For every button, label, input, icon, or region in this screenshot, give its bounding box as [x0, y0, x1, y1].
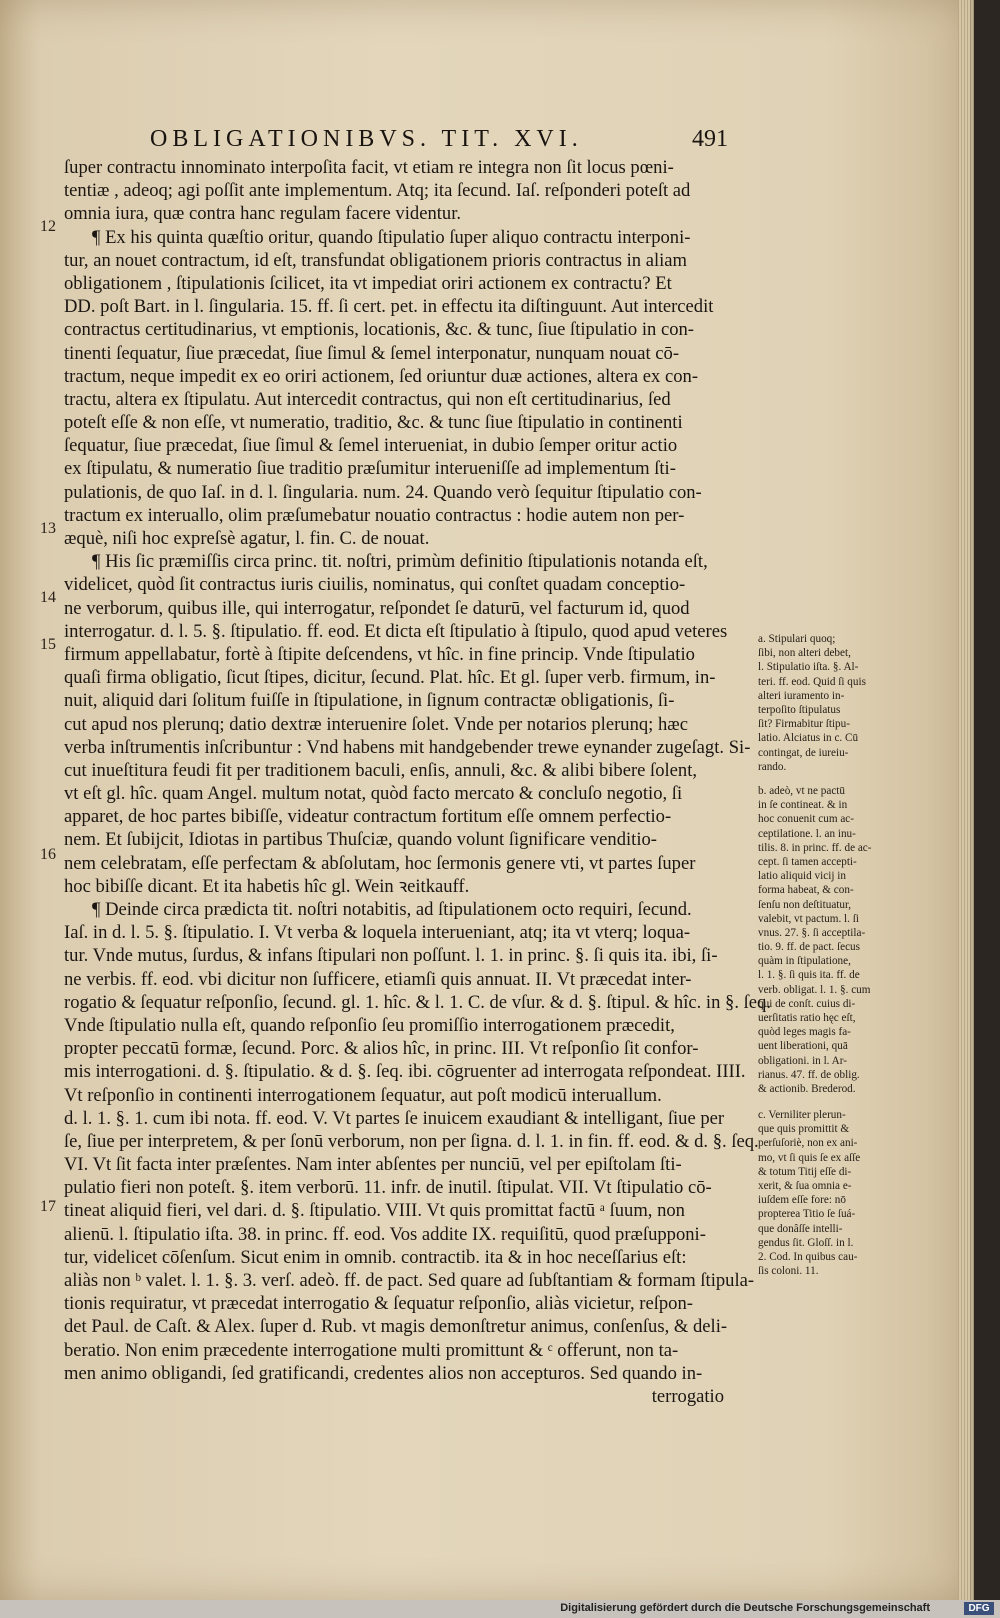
text-line: tineat aliquid fieri, vel dari. d. §. ſtipulatio. VIII. Vt quis promittat factū ᵃ ſuum, non	[64, 1200, 685, 1222]
text-line: ¶ His ſic præmiſſis circa princ. tit. noſtri, primùm definitio ſtipulationis notanda eſt,	[92, 551, 708, 573]
funding-note: Digitalisierung gefördert durch die Deutsche Forschungsgemeinschaft	[560, 1602, 930, 1614]
margin-number: 16	[40, 846, 56, 863]
text-line: beratio. Non enim præcedente interrogatione multi promittunt & ᶜ offerunt, non ta-	[64, 1339, 679, 1361]
margin-number: 13	[40, 520, 56, 537]
text-line: contractus certitudinarius, vt emptionis, locationis, &c. & tunc, ſiue ſtipulatio in con-	[64, 319, 694, 341]
text-line: æquè, niſi hoc expreſsè agatur, l. fin. C. de nouat.	[64, 528, 430, 549]
catchword: terrogatio	[651, 1385, 724, 1407]
text-line: cut apud nos plerunq; datio dextræ interuenire ſolet. Vnde per notarios plerunq; hæc	[64, 713, 688, 735]
text-line: tur. Vnde mutus, ſurdus, & infans ſtipulari non poſſunt. l. 1. in princ. §. ſi quis ita. ibi, ſi-	[64, 945, 718, 967]
text-line: Iaſ. in d. l. 5. §. ſtipulatio. I. Vt verba & loquela interueniant, atq; ita vt vterq; loqua-	[64, 922, 691, 944]
text-line: nem celebratam, eſſe perfectam & abſolutam, hoc ſermonis genere vti, vt partes ſuper	[64, 852, 696, 874]
text-line: mis interrogationi. d. §. ſtipulatio. & d. §. ſeq. ibi. cōgruenter ad interrogata reſpondeat. IIII.	[64, 1061, 746, 1083]
text-line: omnia iura, quæ contra hanc regulam facere videntur.	[64, 203, 462, 225]
margin-number: 17	[40, 1198, 56, 1215]
text-line: men animo obligandi, ſed gratificandi, credentes alios non accepturos. Sed quando in-	[64, 1362, 703, 1384]
text-line: aliàs non ᵇ valet. l. 1. §. 3. verſ. adeò. ff. de pact. Sed quare ad ſubſtantiam & formam ſtipula-	[64, 1270, 755, 1291]
text-line: obligationem , ſtipulationis ſcilicet, ita vt impediat oriri actionem ex contractu? Et	[64, 272, 672, 294]
text-line: ſequatur, ſiue præcedat, ſiue ſimul & ſemel interueniat, in dubio ſemper oritur actio	[64, 435, 678, 457]
side-note-a: a. Stipulari quoq; ſibi, non alteri debet, l. Stipulatio iſta. §. Al- teri. ff. eod. Quid ſi quis alteri iuramento in- terpoſito ſtipulatus ſit? Firmabitur ſtipu- latio. Alciatus in c. Cū contingat, de iureiu- rando.	[758, 633, 866, 773]
text-line: ¶ Ex his quinta quæſtio oritur, quando ſtipulatio ſuper aliquo contractu interponi-	[92, 226, 691, 248]
text-line: interrogatur. d. l. 5. §. ſtipulatio. ff. eod. Et dicta eſt ſtipulatio à ſtipulo, quod apud veteres	[64, 620, 728, 642]
text-line: tractum, neque impedit ex eo oriri actionem, ſed oriuntur duæ actiones, altera ex con-	[64, 365, 699, 387]
page-number: 491	[692, 126, 728, 152]
text-line: tinenti ſequatur, ſiue præcedat, ſiue ſimul & ſemel interponatur, nunquam nouat cō-	[64, 342, 680, 364]
text-line: quaſi firma obligatio, ſicut ſtipes, dicitur, ſecund. Plat. hîc. Et gl. ſuper verb. firmum, in-	[64, 667, 716, 689]
text-line: tractum ex interuallo, olim præſumebatur nouatio contractus : hodie autem non per-	[64, 504, 685, 526]
text-line: ſe, ſiue per interpretem, & per ſonū verborum, non per ſigna. d. l. 1. in fin. ff. eod. & d. §. ſeq.	[64, 1130, 759, 1152]
text-line: tur, videlicet cōſenſum. Sicut enim in omnib. contractib. ita & in hoc neceſſarius eſt:	[64, 1246, 687, 1268]
text-line: tentiæ , adeoq; agi poſſit ante implementum. Atq; ita ſecund. Iaſ. reſponderi poteſt ad	[64, 180, 691, 202]
text-line: propter peccatū formæ, ſecund. Porc. & alios hîc, in princ. III. Vt reſponſio ſit confor-	[64, 1038, 699, 1060]
text-line: verba inſtrumentis inſcribuntur : Vnd habens mit handgebender trewe eynander zugeſagt. Si-	[64, 736, 751, 758]
dfg-logo: DFG	[964, 1602, 994, 1615]
text-line: videlicet, quòd ſit contractus iuris ciuilis, nominatus, qui conſtet quadam conceptio-	[64, 574, 686, 596]
text-line: d. l. 1. §. 1. cum ibi nota. ff. eod. V. Vt partes ſe inuicem exaudiant & intelligant, ſiue per	[64, 1107, 725, 1129]
text-line: tractu, altera ex ſtipulatu. Aut intercedit contractus, qui non eſt certitudinarius, ſed	[64, 388, 671, 410]
text-line: DD. poſt Bart. in l. ſingularia. 15. ff. ſi cert. pet. in effectu ita diſtinguunt. Aut intercedit	[64, 296, 714, 318]
text-line: pulatio fieri non poteſt. §. item verborū. 11. infr. de inutil. ſtipulat. VII. Vt ſtipulatio cō-	[64, 1177, 712, 1199]
text-line: tur, an nouet contractum, id eſt, transfundat obligationem prioris contractus in aliam	[64, 249, 688, 271]
side-note-c: c. Verniliter plerun- que quis promittit & perſuſoriè, non ex ani- mo, vt ſi quis ſe ex aſſe & totum Titij eſſe di- xerit, & ſua omnia e- iuſdem eſſe fore: nō propterea Titio ſe ſuá- que donâſſe intelli- gendus ſit. Gloſſ. in l. 2. Cod. In quibus cau- ſis coloni. 11.	[758, 1109, 861, 1278]
text-line: Vnde ſtipulatio nulla eſt, quando reſponſio ſeu promiſſio interrogationem præcedit,	[64, 1014, 675, 1036]
text-line: apparet, de hoc partes bibiſſe, videatur contractum fortitum eſſe omnem perfectio-	[64, 806, 672, 828]
text-line: ¶ Deinde circa prædicta tit. noſtri notabitis, ad ſtipulationem octo requiri, ſecund.	[92, 899, 692, 920]
text-line: ſuper contractu innominato interpoſita facit, vt etiam re integra non ſit locus pœni-	[64, 157, 674, 178]
text-line: det Paul. de Caſt. & Alex. ſuper d. Rub. vt magis demonſtretur animus, conſenſus, & deli-	[64, 1316, 728, 1338]
text-line: ex ſtipulatu, & numeratio ſiue traditio præſumitur interueniſſe ad implementum ſti-	[64, 458, 676, 480]
margin-number: 12	[40, 218, 56, 235]
text-line: hoc bibiſſe dicant. Et ita habetis hîc gl. Wein ꝛeitkauff.	[64, 875, 470, 897]
text-line: pulationis, de quo Iaſ. in d. l. ſingularia. num. 24. Quando verò ſequitur ſtipulatio con-	[64, 481, 702, 503]
text-line: Vt reſponſio in continenti interrogationem ſequatur, aut poſt modicū interuallum.	[64, 1084, 662, 1106]
text-line: ne verbis. ff. eod. vbi dicitur non ſufficere, etiamſi quis annuat. II. Vt præcedat inter-	[64, 968, 692, 990]
text-line: rogatio & ſequatur reſponſio, ſecund. gl. 1. hîc. & l. 1. C. de vſur. & d. §. ſtipul. & hîc. in §. ſeq.	[64, 991, 771, 1013]
text-line: firmum appellabatur, fortè à ſtipite deſcendens, vt hîc. in fine princip. Vnde ſtipulatio	[64, 643, 695, 665]
side-note-b: b. adeò, vt ne pactū in ſe contineat. & in hoc conuenit cum ac- ceptilatione. l. an inu- tilis. 8. in princ. ff. de ac- cept. ſi tamen accepti- latio aliquid vicij in forma habeat, & con- ſenſu non deſtituatur, valebit, vt pactum. l. ſi vnus. 27. §. ſi acceptila- tio. 9. ff. de pact. ſecus quàm in ſtipulatione, l. 1. §. ſi quis ita. ff. de verb. obligat. l. 1. §. cum qui de conſt. cuius di- uerſitatis ratio hęc eſt, quòd leges magis fa- uent liberationi, quā obligationi. in l. Ar- rianus. 47. ff. de oblig. & actionib. Brederod.	[758, 785, 872, 1095]
margin-number: 15	[40, 636, 56, 653]
text-line: poteſt eſſe & non eſſe, vt numeratio, traditio, &c. & tunc ſiue ſtipulatio in continenti	[64, 412, 683, 434]
text-line: nem. Et ſubijcit, Idiotas in partibus Thuſciæ, quando volunt ſignificare venditio-	[64, 829, 658, 851]
margin-number: 14	[40, 589, 56, 606]
page-edge	[958, 0, 974, 1600]
text-line: VI. Vt ſit facta inter præſentes. Nam inter abſentes per nunciū, vel per epiſtolam ſti-	[64, 1154, 682, 1176]
text-line: cut inueſtitura feudi fit per traditionem baculi, enſis, annuli, &c. & alibi bibere ſolent,	[64, 759, 698, 781]
text-line: ne verborum, quibus ille, qui interrogatur, reſpondet ſe daturū, vel facturum id, quod	[64, 597, 690, 619]
text-line: nuit, aliquid dari ſolitum fuiſſe in ſtipulatione, in ſignum contractæ obligationis, ſi-	[64, 690, 675, 712]
text-line: vt eſt gl. hîc. quam Angel. multum notat, quòd facto mercato & concluſo negotio, ſi	[64, 783, 683, 805]
running-title: OBLIGATIONIBVS. TIT. XVI.	[150, 126, 583, 152]
text-line: tionis requiratur, vt præcedat interrogatio & ſequatur reſponſio, aliàs vicietur, reſpon-	[64, 1293, 693, 1315]
main-text-block	[64, 156, 771, 1408]
text-line: alienū. l. ſtipulatio iſta. 38. in princ. ff. eod. Vos addite IX. requiſitū, quod præſupponi-	[64, 1223, 706, 1245]
